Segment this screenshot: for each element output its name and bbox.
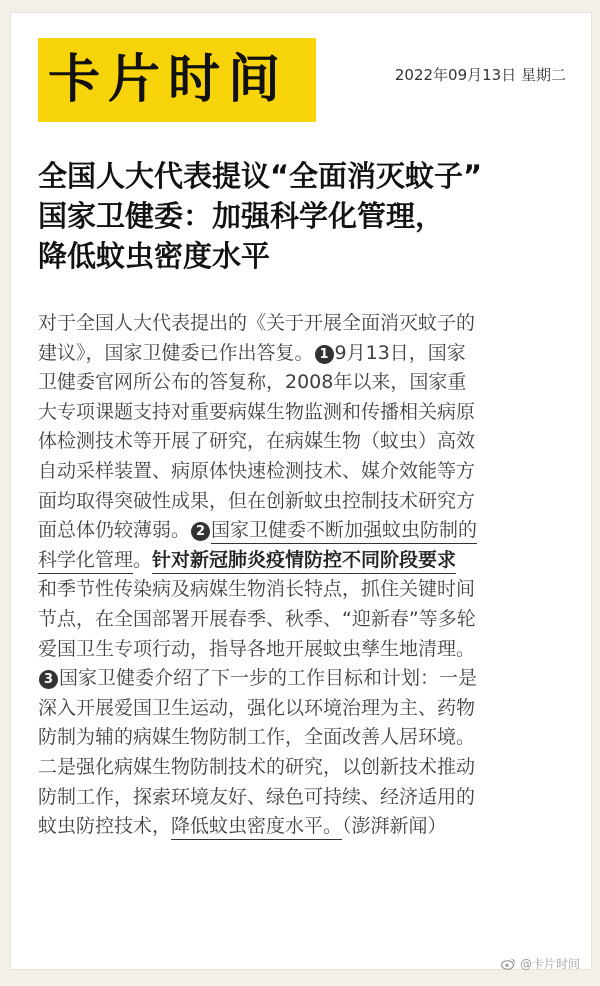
body-line (38, 309, 572, 339)
body-text: 体检测技术等开展了研究，在病媒生物（蚊虫）高效 (38, 430, 476, 453)
weibo-icon (501, 958, 516, 970)
headline (38, 156, 568, 276)
body-text: 9月13日，国家 (334, 341, 466, 364)
body-text: 二是强化病媒生物防制技术的研究，以创新技术推动 (38, 755, 476, 778)
body-text: 大专项课题支持对重要病媒生物监测和传播相关病原 (38, 400, 476, 423)
body-text: 深入开展爱国卫生运动，强化以环境治理为主、药物 (38, 696, 476, 719)
brand-logo (38, 38, 316, 122)
body-text: 自动采样装置、病原体快速检测技术、媒介效能等方 (38, 459, 476, 482)
body-line (38, 546, 572, 576)
body-text: 建议》，国家卫健委已作出答复。 (38, 341, 314, 364)
body-text: 面总体仍较薄弱。 (38, 519, 191, 542)
body-text: 防制为辅的病媒生物防制工作，全面改善人居环境。 (38, 726, 476, 749)
body-text: 国家卫健委介绍了下一步的工作目标和计划：一是 (59, 667, 478, 690)
underlined-text: 科学化管理 (38, 549, 133, 574)
body-line (38, 605, 572, 635)
body-line (38, 723, 572, 753)
underlined-text: 降低蚊虫密度水平 (171, 815, 323, 840)
body-text: 爱国卫生专项行动，指导各地开展蚊虫孳生地清理。 (38, 637, 476, 660)
body-line (38, 575, 572, 605)
article-body (38, 309, 572, 842)
watermark-text: @卡片时间 (519, 957, 580, 971)
body-line (38, 457, 572, 487)
body-line (38, 427, 572, 457)
body-text: 蚊虫防控技术， (38, 815, 172, 838)
body-line (38, 694, 572, 724)
headline-line: 全国人大代表提议“全面消灭蚊子” (38, 159, 483, 193)
body-line (38, 368, 572, 398)
body-line (38, 635, 572, 665)
number-badge: 3 (39, 670, 58, 689)
body-line (38, 339, 572, 369)
body-text: 和季节性传染病及病媒生物消长特点，抓住关键时间 (38, 578, 476, 601)
number-badge: 2 (191, 522, 210, 541)
brand-title: 卡片时间 (48, 50, 289, 110)
body-line (38, 398, 572, 428)
body-text: 面均取得突破性成果，但在创新蚊虫控制技术研究方 (38, 489, 476, 512)
watermark (501, 955, 580, 972)
body-line (38, 783, 572, 813)
underlined-text: 。 (323, 815, 342, 840)
body-line (38, 664, 572, 694)
body-text: 。 (133, 548, 153, 571)
body-line (38, 487, 572, 517)
headline-line: 降低蚊虫密度水平 (38, 239, 271, 273)
body-line (38, 516, 572, 546)
number-badge: 1 (315, 345, 334, 364)
underlined-text: 不断加强蚊虫防制的 (306, 519, 477, 544)
body-text: 卫健委官网所公布的答复称，2008年以来，国家重 (38, 371, 467, 394)
headline-line: 国家卫健委：加强科学化管理， (38, 199, 445, 233)
body-text: 防制工作，探索环境友好、绿色可持续、经济适用的 (38, 785, 476, 808)
body-text: （澎湃新闻） (342, 815, 447, 838)
underlined-text: 国家卫健委 (211, 519, 306, 544)
body-text: 对于全国人大代表提出的《关于开展全面消灭蚊子的 (38, 312, 476, 334)
underlined-text: 针对新冠肺炎疫情防控不同阶段要求 (152, 549, 456, 574)
body-text: 节点，在全国部署开展春季、秋季、“迎新春”等多轮 (38, 607, 476, 630)
body-line (38, 812, 572, 842)
publish-date: 2022年09月13日 星期二 (394, 66, 566, 84)
body-line (38, 753, 572, 783)
